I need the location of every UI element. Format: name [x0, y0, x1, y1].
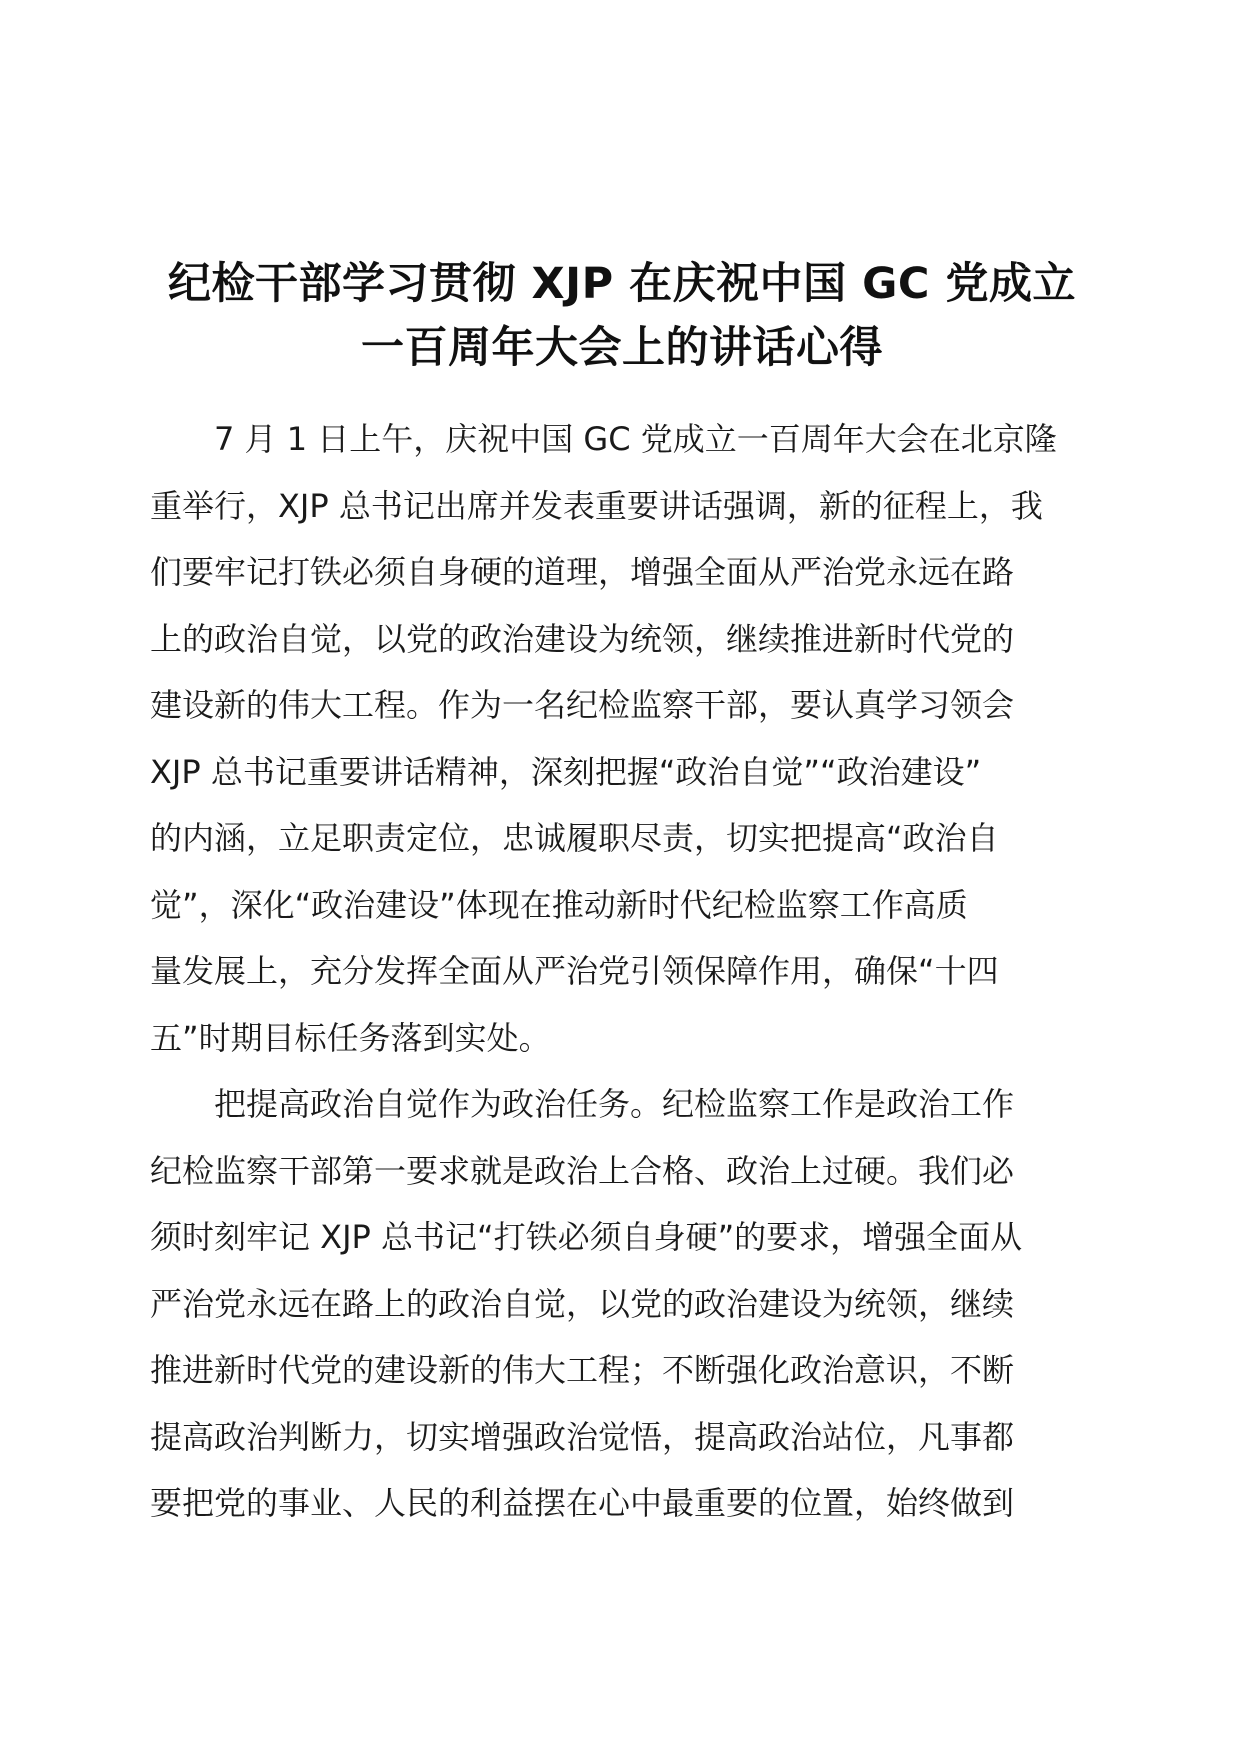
body-paragraph-2 [150, 1071, 1094, 1537]
paragraph-line: 7 月 1 日上午，庆祝中国 GC 党成立一百周年大会在北京隆 [214, 420, 1057, 458]
body-paragraph-1 [150, 406, 1094, 1071]
title-line: 一百周年大会上的讲话心得 [361, 323, 883, 373]
paragraph-line: 须时刻牢记 XJP 总书记“打铁必须自身硬”的要求，增强全面从 [150, 1218, 1023, 1256]
paragraph-line: 建设新的伟大工程。作为一名纪检监察干部，要认真学习领会 [150, 686, 1015, 724]
paragraph-line: 提高政治判断力，切实增强政治觉悟，提高政治站位，凡事都 [150, 1417, 1015, 1456]
paragraph-line: 们要牢记打铁必须自身硬的道理，增强全面从严治党永远在路 [150, 553, 1015, 591]
paragraph-line: 量发展上，充分发挥全面从严治党引领保障作用，确保“十四 [150, 952, 999, 990]
paragraph-line: 重举行，XJP 总书记出席并发表重要讲话强调，新的征程上，我 [150, 486, 1043, 525]
paragraph-line: 上的政治自觉，以党的政治建设为统领，继续推进新时代党的 [150, 619, 1015, 658]
paragraph-line: 要把党的事业、人民的利益摆在心中最重要的位置，始终做到 [150, 1484, 1015, 1522]
paragraph-line: 推进新时代党的建设新的伟大工程；不断强化政治意识，不断 [150, 1351, 1015, 1389]
document-page [150, 252, 1094, 1537]
paragraph-line: 纪检监察干部第一要求就是政治上合格、政治上过硬。我们必 [150, 1151, 1015, 1190]
document-title [150, 252, 1094, 380]
paragraph-line: 五”时期目标任务落到实处。 [150, 1018, 551, 1057]
paragraph-line: 严治党永远在路上的政治自觉，以党的政治建设为统领，继续 [150, 1284, 1015, 1323]
paragraph-line: 觉”，深化“政治建设”体现在推动新时代纪检监察工作高质 [150, 885, 968, 924]
paragraph-line: 把提高政治自觉作为政治任务。纪检监察工作是政治工作 [214, 1085, 1015, 1123]
paragraph-line: XJP 总书记重要讲话精神，深刻把握“政治自觉”“政治建设” [150, 752, 982, 791]
paragraph-line: 的内涵，立足职责定位，忠诚履职尽责，切实把提高“政治自 [150, 819, 999, 857]
title-line: 纪检干部学习贯彻 XJP 在庆祝中国 GC 党成立 [168, 259, 1076, 309]
